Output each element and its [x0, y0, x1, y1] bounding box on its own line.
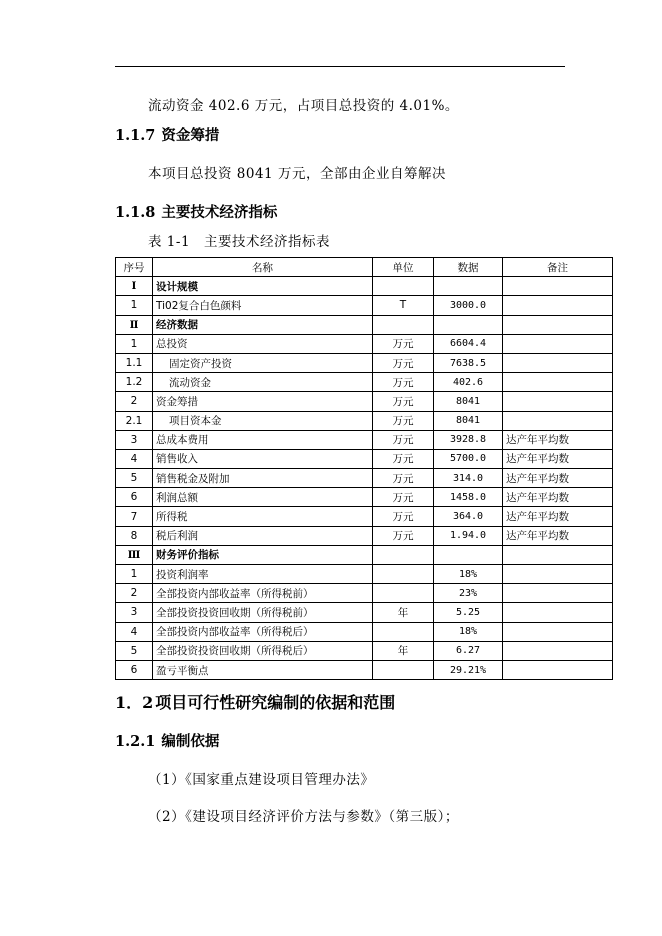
cell-value [434, 315, 503, 334]
cell-seq: 1 [116, 296, 153, 315]
table-row [116, 449, 613, 468]
cell-name: 总投资 [153, 334, 373, 353]
cell-value: 3000.0 [434, 296, 503, 315]
heading-1-1-7 [115, 124, 219, 145]
cell-unit: 万元 [373, 353, 434, 372]
cell-value: 5.25 [434, 603, 503, 622]
cell-seq: 3 [116, 430, 153, 449]
cell-seq: 1.2 [116, 373, 153, 392]
cell-name: 税后利润 [153, 526, 373, 545]
cell-value: 1458.0 [434, 488, 503, 507]
cell-name: 全部投资内部收益率（所得税后） [153, 622, 373, 641]
heading-1-1-8 [115, 201, 277, 222]
cell-unit: 年 [373, 641, 434, 660]
cell-unit [373, 565, 434, 584]
cell-unit [373, 277, 434, 296]
cell-value: 1.94.0 [434, 526, 503, 545]
table-caption [148, 230, 330, 250]
table-caption-title: 主要技术经济指标表 [204, 234, 331, 250]
cell-unit [373, 315, 434, 334]
cell-value: 402.6 [434, 373, 503, 392]
header-name: 名称 [153, 258, 373, 277]
cell-note [503, 641, 613, 660]
cell-value: 8041 [434, 411, 503, 430]
cell-name: 全部投资内部收益率（所得税前） [153, 584, 373, 603]
cell-name: 经济数据 [153, 315, 373, 334]
cell-name: 全部投资投资回收期（所得税后） [153, 641, 373, 660]
heading-title: 编制依据 [161, 734, 220, 750]
cell-note [503, 584, 613, 603]
cell-note [503, 392, 613, 411]
cell-value: 3928.8 [434, 430, 503, 449]
cell-seq: 4 [116, 449, 153, 468]
cell-unit [373, 584, 434, 603]
table-row [116, 430, 613, 449]
cell-name: 所得税 [153, 507, 373, 526]
cell-seq: 2 [116, 392, 153, 411]
table-row [116, 353, 613, 372]
cell-seq: 5 [116, 469, 153, 488]
table-row [116, 277, 613, 296]
cell-note [503, 622, 613, 641]
table-row [116, 334, 613, 353]
heading-title: 主要技术经济指标 [161, 205, 278, 221]
table-row [116, 565, 613, 584]
header-value: 数据 [434, 258, 503, 277]
heading-title: 项目可行性研究编制的依据和范围 [155, 693, 396, 712]
cell-note: 达产年平均数 [503, 430, 613, 449]
cell-unit [373, 545, 434, 564]
cell-seq: 2 [116, 584, 153, 603]
table-row [116, 507, 613, 526]
cell-unit: 万元 [373, 507, 434, 526]
table-row [116, 641, 613, 660]
cell-name: 销售税金及附加 [153, 469, 373, 488]
heading-1-2 [115, 690, 395, 713]
table-row [116, 296, 613, 315]
cell-seq: 1 [116, 334, 153, 353]
cell-value: 364.0 [434, 507, 503, 526]
cell-unit: 万元 [373, 488, 434, 507]
cell-seq: 5 [116, 641, 153, 660]
cell-note: 达产年平均数 [503, 488, 613, 507]
cell-name: 利润总额 [153, 488, 373, 507]
cell-seq: 1.1 [116, 353, 153, 372]
cell-name: 资金筹措 [153, 392, 373, 411]
cell-note [503, 334, 613, 353]
table-row [116, 392, 613, 411]
header-unit: 单位 [373, 258, 434, 277]
cell-seq: 8 [116, 526, 153, 545]
cell-value: 7638.5 [434, 353, 503, 372]
cell-value: 8041 [434, 392, 503, 411]
cell-value: 314.0 [434, 469, 503, 488]
cell-seq: 7 [116, 507, 153, 526]
cell-unit: 万元 [373, 411, 434, 430]
cell-name: 投资利润率 [153, 565, 373, 584]
heading-1-2-1 [115, 730, 219, 751]
cell-value: 18% [434, 622, 503, 641]
heading-number: 1．2 [115, 693, 154, 712]
cell-seq: 2.1 [116, 411, 153, 430]
cell-note: 达产年平均数 [503, 507, 613, 526]
reference-item-1: （1）《国家重点建设项目管理办法》 [148, 772, 375, 788]
table-row [116, 315, 613, 334]
cell-seq: Ⅱ [116, 315, 153, 334]
table-row [116, 622, 613, 641]
cell-seq: 4 [116, 622, 153, 641]
cell-unit: 万元 [373, 469, 434, 488]
cell-unit: 万元 [373, 334, 434, 353]
paragraph-working-capital: 流动资金 402.6 万元，占项目总投资的 4.01%。 [148, 98, 459, 114]
cell-name: 销售收入 [153, 449, 373, 468]
cell-name: 全部投资投资回收期（所得税前） [153, 603, 373, 622]
table-header-row [116, 258, 613, 277]
header-rule [115, 66, 565, 67]
cell-value: 6.27 [434, 641, 503, 660]
cell-value: 23% [434, 584, 503, 603]
cell-unit: 万元 [373, 373, 434, 392]
cell-value: 5700.0 [434, 449, 503, 468]
reference-item-2: （2）《建设项目经济评价方法与参数》（第三版）； [148, 809, 459, 825]
heading-number: 1.1.8 [115, 204, 156, 221]
cell-note [503, 296, 613, 315]
table-row [116, 545, 613, 564]
cell-seq: 6 [116, 660, 153, 679]
table-row [116, 373, 613, 392]
cell-seq: 1 [116, 565, 153, 584]
cell-note [503, 603, 613, 622]
cell-name: 固定资产投资 [153, 353, 373, 372]
table-row [116, 469, 613, 488]
cell-note: 达产年平均数 [503, 526, 613, 545]
table-caption-number: 表 1-1 [148, 234, 191, 250]
cell-unit [373, 660, 434, 679]
header-note: 备注 [503, 258, 613, 277]
cell-seq: Ⅲ [116, 545, 153, 564]
table-row [116, 488, 613, 507]
cell-name: 盈亏平衡点 [153, 660, 373, 679]
cell-name: 财务评价指标 [153, 545, 373, 564]
cell-note: 达产年平均数 [503, 469, 613, 488]
cell-name: 项目资本金 [153, 411, 373, 430]
cell-unit: 万元 [373, 392, 434, 411]
heading-number: 1.1.7 [115, 127, 156, 144]
cell-seq: 3 [116, 603, 153, 622]
table-row [116, 526, 613, 545]
cell-seq: 6 [116, 488, 153, 507]
cell-unit: T [373, 296, 434, 315]
cell-note [503, 565, 613, 584]
heading-number: 1.2.1 [115, 733, 156, 750]
cell-unit: 年 [373, 603, 434, 622]
cell-name: 流动资金 [153, 373, 373, 392]
heading-title: 资金筹措 [161, 128, 220, 144]
table-row [116, 603, 613, 622]
cell-note: 达产年平均数 [503, 449, 613, 468]
cell-seq: I [116, 277, 153, 296]
cell-value [434, 545, 503, 564]
cell-value: 29.21% [434, 660, 503, 679]
cell-note [503, 277, 613, 296]
cell-value [434, 277, 503, 296]
cell-note [503, 373, 613, 392]
cell-note [503, 353, 613, 372]
table-row [116, 584, 613, 603]
cell-note [503, 315, 613, 334]
cell-unit: 万元 [373, 449, 434, 468]
cell-name: 总成本费用 [153, 430, 373, 449]
cell-note [503, 660, 613, 679]
cell-note [503, 411, 613, 430]
cell-name: 设计规模 [153, 277, 373, 296]
cell-value: 6604.4 [434, 334, 503, 353]
cell-unit: 万元 [373, 526, 434, 545]
cell-unit [373, 622, 434, 641]
paragraph-fund-raising: 本项目总投资 8041 万元，全部由企业自筹解决 [148, 166, 446, 182]
table-row [116, 660, 613, 679]
table-row [116, 411, 613, 430]
cell-name: Ti02复合白色颜料 [153, 296, 373, 315]
cell-value: 18% [434, 565, 503, 584]
header-seq: 序号 [116, 258, 153, 277]
cell-unit: 万元 [373, 430, 434, 449]
tech-econ-indicator-table [115, 257, 613, 680]
cell-note [503, 545, 613, 564]
